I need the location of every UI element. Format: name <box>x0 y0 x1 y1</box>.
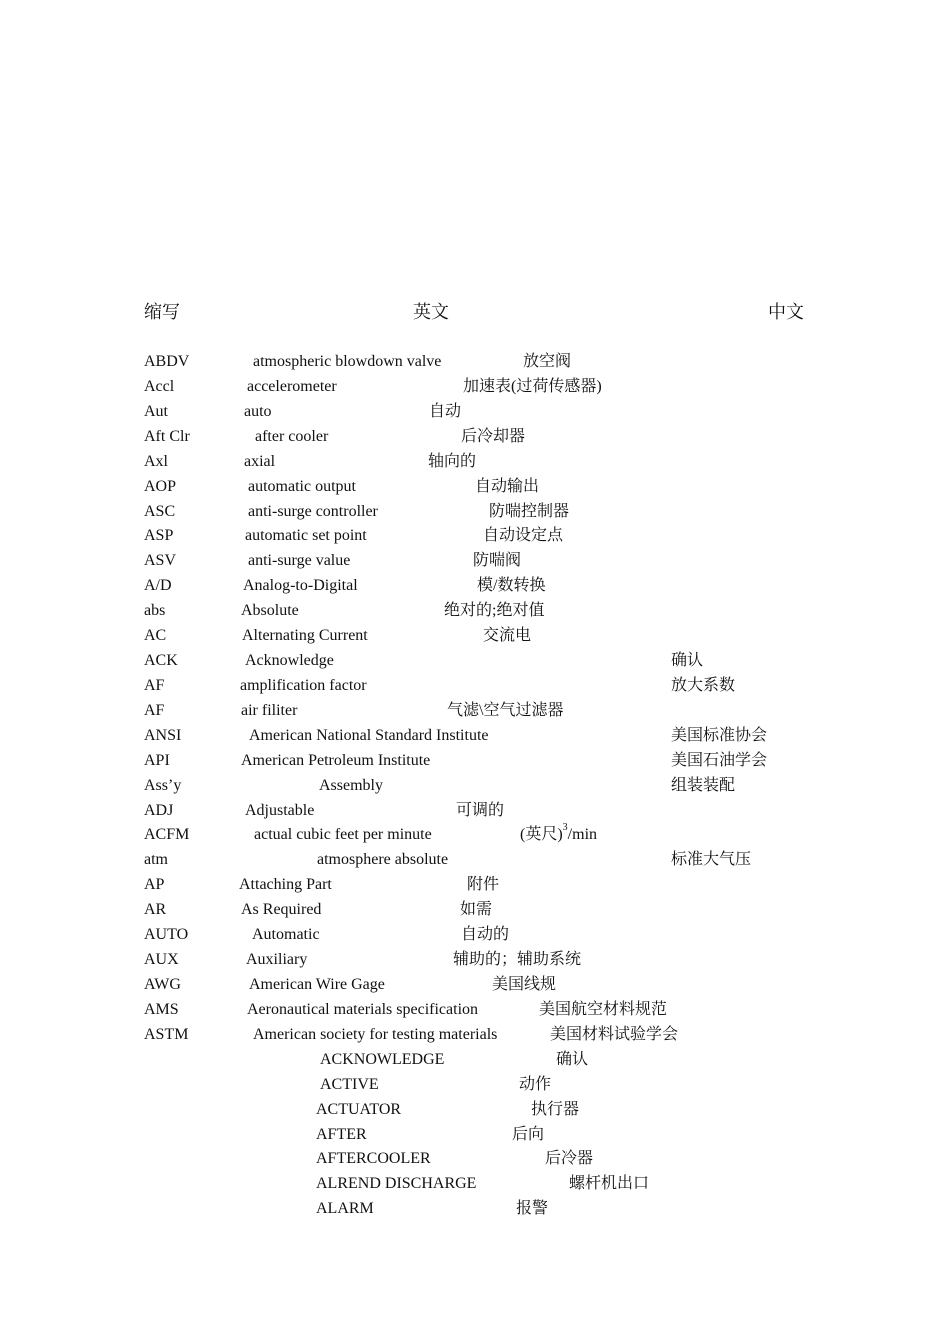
row-english: American National Standard Institute <box>249 727 489 744</box>
row-chinese-exponent: 3 <box>562 822 568 833</box>
row-english: atmosphere absolute <box>317 851 449 868</box>
row-english: American Wire Gage <box>249 976 385 993</box>
row-english: American Petroleum Institute <box>241 752 431 769</box>
row-chinese: 防喘阀 <box>473 552 522 569</box>
row-abbreviation: ASC <box>144 503 176 520</box>
row-chinese: 交流电 <box>483 627 532 644</box>
row-english: Analog-to-Digital <box>243 577 358 594</box>
row-english: auto <box>244 403 272 420</box>
row-chinese: 确认 <box>671 652 704 669</box>
row-english: atmospheric blowdown valve <box>253 353 442 370</box>
row-english: Assembly <box>319 777 383 794</box>
row-chinese: 气滤\空气过滤器 <box>447 702 564 719</box>
row-abbreviation: A/D <box>144 577 172 594</box>
row-chinese <box>520 822 598 845</box>
row-english: Aeronautical materials specification <box>247 1001 479 1018</box>
row-english: Auxiliary <box>246 951 308 968</box>
row-english: anti-surge controller <box>248 503 378 520</box>
row-abbreviation: ASV <box>144 552 177 569</box>
row-abbreviation: AWG <box>144 976 181 993</box>
row-chinese: 执行器 <box>531 1101 580 1118</box>
row-chinese: 防喘控制器 <box>489 503 570 520</box>
row-chinese: 后冷却器 <box>461 428 526 445</box>
row-chinese: 加速表(过荷传感器) <box>463 378 602 395</box>
row-chinese: 螺杆机出口 <box>569 1175 650 1192</box>
row-abbreviation: AP <box>144 876 165 893</box>
row-chinese: 报警 <box>516 1200 549 1217</box>
row-chinese: 自动的 <box>461 926 510 943</box>
row-abbreviation: Ass’y <box>144 777 182 794</box>
row-english: automatic output <box>248 478 356 495</box>
row-abbreviation: Accl <box>144 378 175 395</box>
row-chinese: 确认 <box>556 1051 589 1068</box>
row-english: actual cubic feet per minute <box>254 826 432 843</box>
row-abbreviation: atm <box>144 851 168 868</box>
row-chinese: 放空阀 <box>523 353 572 370</box>
header-abbreviation: 缩写 <box>144 302 180 322</box>
row-chinese: 美国材料试验学会 <box>550 1026 679 1043</box>
row-abbreviation: ANSI <box>144 727 182 744</box>
row-chinese: 轴向的 <box>428 453 477 470</box>
row-abbreviation: Aft Clr <box>144 428 190 445</box>
row-english: Absolute <box>241 602 299 619</box>
row-english: ACTUATOR <box>316 1101 402 1118</box>
row-chinese: 自动设定点 <box>483 527 564 544</box>
row-english: AFTERCOOLER <box>316 1150 431 1167</box>
row-english: ACTIVE <box>320 1076 379 1093</box>
row-chinese: 美国石油学会 <box>671 752 768 769</box>
row-english: amplification factor <box>240 677 367 694</box>
row-english: axial <box>244 453 276 470</box>
row-english: ALREND DISCHARGE <box>316 1175 477 1192</box>
row-chinese: 如需 <box>460 901 493 918</box>
row-english: after cooler <box>255 428 329 445</box>
header-chinese: 中文 <box>768 302 804 322</box>
row-abbreviation: abs <box>144 602 166 619</box>
row-abbreviation: AF <box>144 702 165 719</box>
row-chinese: 后向 <box>512 1126 545 1143</box>
row-chinese: 放大系数 <box>671 677 736 694</box>
row-abbreviation: AR <box>144 901 167 918</box>
row-abbreviation: ADJ <box>144 802 174 819</box>
row-abbreviation: AMS <box>144 1001 179 1018</box>
row-abbreviation: AF <box>144 677 165 694</box>
row-english: Alternating Current <box>242 627 368 644</box>
row-chinese-suffix: /min <box>567 826 598 843</box>
row-abbreviation: Aut <box>144 403 168 420</box>
row-abbreviation: Axl <box>144 453 168 470</box>
row-abbreviation: ACFM <box>144 826 190 843</box>
row-english: anti-surge value <box>248 552 351 569</box>
row-english: Adjustable <box>245 802 315 819</box>
row-chinese: 美国航空材料规范 <box>539 1001 668 1018</box>
row-english: ACKNOWLEDGE <box>320 1051 445 1068</box>
row-chinese: 美国标准协会 <box>671 727 768 744</box>
row-abbreviation: ASTM <box>144 1026 189 1043</box>
row-english: AFTER <box>316 1126 367 1143</box>
row-abbreviation: AOP <box>144 478 177 495</box>
row-abbreviation: ACK <box>144 652 178 669</box>
row-chinese: 绝对的;绝对值 <box>444 602 545 619</box>
row-chinese: 模/数转换 <box>477 577 546 594</box>
row-english: As Required <box>241 901 322 918</box>
row-english: Automatic <box>252 926 320 943</box>
row-chinese: 动作 <box>519 1076 552 1093</box>
row-chinese-unit: (英尺) <box>520 826 563 843</box>
row-english: automatic set point <box>245 527 367 544</box>
row-abbreviation: AC <box>144 627 167 644</box>
row-abbreviation: AUX <box>144 951 179 968</box>
header-english: 英文 <box>413 302 449 322</box>
row-abbreviation: ASP <box>144 527 174 544</box>
row-english: ALARM <box>316 1200 374 1217</box>
row-chinese: 辅助的；辅助系统 <box>453 951 582 968</box>
row-chinese: 组装装配 <box>671 777 736 794</box>
row-english: Acknowledge <box>245 652 334 669</box>
row-abbreviation: API <box>144 752 170 769</box>
row-english: American society for testing materials <box>253 1026 498 1043</box>
row-chinese: 美国线规 <box>492 976 557 993</box>
row-english: air filiter <box>241 702 298 719</box>
row-english: Attaching Part <box>239 876 332 893</box>
row-english: accelerometer <box>247 378 337 395</box>
row-chinese: 附件 <box>467 876 500 893</box>
row-abbreviation: ABDV <box>144 353 190 370</box>
row-chinese: 标准大气压 <box>671 851 752 868</box>
row-abbreviation: AUTO <box>144 926 189 943</box>
row-chinese: 自动 <box>429 403 462 420</box>
row-chinese: 可调的 <box>456 802 505 819</box>
row-chinese: 自动输出 <box>475 478 540 495</box>
row-chinese: 后冷器 <box>545 1150 594 1167</box>
